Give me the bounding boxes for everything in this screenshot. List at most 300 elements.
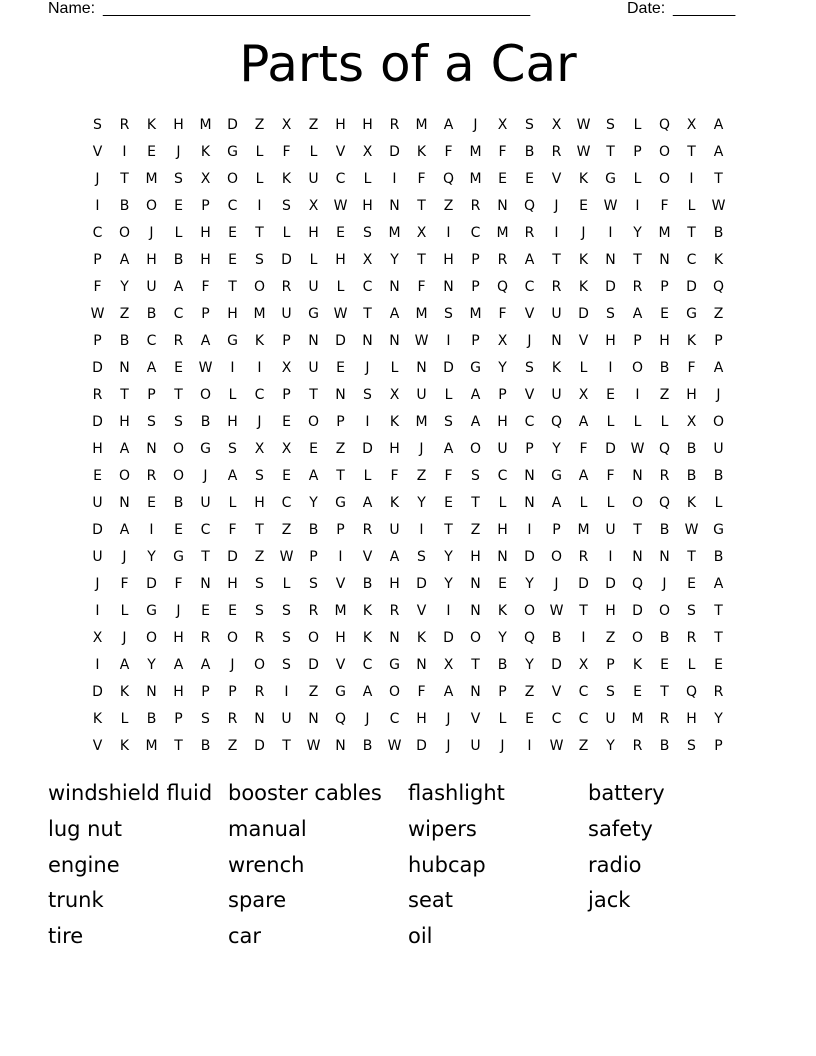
grid-letter: U [605, 710, 616, 727]
grid-letter: W [333, 305, 348, 322]
grid-letter: C [551, 710, 562, 727]
grid-letter: X [578, 656, 589, 673]
grid-letter: D [92, 521, 103, 538]
grid-letter: B [173, 251, 184, 268]
grid-letter: L [444, 386, 453, 403]
grid-letter: O [631, 629, 644, 646]
grid-letter: S [282, 197, 291, 214]
grid-letter: H [605, 602, 616, 619]
grid-letter: O [199, 386, 212, 403]
word-bank-item: booster cables [228, 781, 382, 805]
grid-letter: K [578, 278, 589, 295]
grid-letter: Z [713, 305, 724, 322]
grid-letter: S [255, 251, 264, 268]
grid-letter: P [147, 386, 156, 403]
grid-letter: P [93, 332, 102, 349]
grid-letter: O [226, 170, 239, 187]
grid-letter: T [687, 224, 696, 241]
grid-letter: T [471, 656, 480, 673]
word-bank-item: safety [588, 816, 653, 841]
grid-letter: I [581, 629, 586, 646]
grid-letter: S [309, 575, 318, 592]
grid-letter: I [230, 359, 235, 376]
grid-letter: S [606, 305, 615, 322]
grid-letter: O [550, 548, 563, 565]
grid-letter: I [608, 548, 613, 565]
grid-letter: N [632, 548, 643, 565]
grid-letter: K [632, 656, 643, 673]
grid-letter: B [659, 737, 670, 754]
grid-letter: L [633, 116, 642, 133]
grid-letter: Q [334, 710, 347, 727]
grid-letter: W [576, 143, 591, 160]
grid-letter: C [362, 656, 373, 673]
grid-letter: B [713, 224, 724, 241]
grid-letter: K [119, 737, 130, 754]
grid-letter: X [686, 413, 697, 430]
grid-letter: J [581, 224, 586, 241]
grid-letter: S [174, 170, 183, 187]
grid-letter: T [444, 521, 453, 538]
grid-letter: I [527, 737, 532, 754]
grid-letter: B [146, 305, 157, 322]
grid-letter: P [93, 251, 102, 268]
grid-letter: H [497, 413, 508, 430]
grid-letter: N [470, 683, 481, 700]
grid-letter: E [228, 224, 237, 241]
grid-letter: W [630, 440, 645, 457]
grid-letter: S [687, 602, 696, 619]
grid-letter: I [419, 521, 424, 538]
grid-letter: F [498, 143, 507, 160]
grid-letter: K [362, 629, 373, 646]
grid-letter: N [524, 467, 535, 484]
grid-letter: L [309, 143, 318, 160]
grid-letter: O [523, 602, 536, 619]
grid-letter: M [469, 143, 482, 160]
grid-letter: E [687, 575, 696, 592]
word-bank-item: battery [588, 781, 665, 805]
grid-letter: D [605, 440, 616, 457]
grid-letter: M [253, 305, 266, 322]
grid-letter: P [471, 278, 480, 295]
grid-letter: E [282, 413, 291, 430]
grid-letter: N [659, 548, 670, 565]
grid-letter: Z [659, 386, 670, 403]
grid-letter: H [362, 197, 373, 214]
grid-letter: P [336, 413, 345, 430]
grid-letter: L [174, 224, 183, 241]
grid-letter: A [470, 413, 481, 430]
grid-letter: N [524, 494, 535, 511]
grid-letter: G [605, 170, 616, 187]
grid-letter: Q [712, 278, 725, 295]
grid-letter: O [658, 143, 671, 160]
word-bank-item: lug nut [48, 816, 123, 841]
word-bank-item: car [228, 924, 262, 949]
grid-letter: G [146, 602, 157, 619]
grid-letter: Q [658, 116, 671, 133]
grid-letter: X [308, 197, 319, 214]
grid-letter: E [174, 521, 183, 538]
grid-letter: E [633, 683, 642, 700]
grid-letter: H [389, 440, 400, 457]
grid-letter: T [363, 305, 372, 322]
grid-letter: L [363, 467, 372, 484]
grid-letter: F [606, 467, 615, 484]
grid-letter: R [497, 251, 508, 268]
grid-letter: T [201, 548, 210, 565]
grid-letter: R [119, 116, 130, 133]
grid-letter: E [93, 467, 102, 484]
grid-letter: A [119, 521, 130, 538]
grid-letter: H [362, 116, 373, 133]
grid-letter: J [716, 386, 721, 403]
grid-letter: Q [685, 683, 698, 700]
grid-letter: J [527, 332, 532, 349]
grid-letter: M [388, 224, 401, 241]
grid-letter: I [365, 413, 370, 430]
grid-letter: D [416, 575, 427, 592]
grid-letter: V [335, 143, 346, 160]
grid-letter: R [632, 278, 643, 295]
grid-letter: J [95, 170, 100, 187]
grid-letter: M [415, 116, 428, 133]
grid-letter: B [173, 494, 184, 511]
grid-letter: U [308, 359, 319, 376]
grid-letter: J [446, 737, 451, 754]
grid-letter: D [416, 737, 427, 754]
grid-letter: U [389, 521, 400, 538]
grid-letter: S [363, 386, 372, 403]
grid-letter: A [119, 656, 130, 673]
grid-letter: M [658, 224, 671, 241]
grid-letter: V [578, 332, 589, 349]
grid-letter: J [500, 737, 505, 754]
grid-letter: J [446, 710, 451, 727]
grid-letter: L [714, 494, 723, 511]
grid-letter: S [606, 116, 615, 133]
grid-letter: Q [550, 413, 563, 430]
grid-letter: J [365, 359, 370, 376]
date-field-line: _______ [673, 0, 736, 17]
grid-letter: H [335, 629, 346, 646]
grid-letter: N [146, 440, 157, 457]
grid-letter: Y [309, 494, 318, 511]
grid-letter: L [579, 359, 588, 376]
grid-letter: Z [335, 440, 346, 457]
grid-letter: E [336, 224, 345, 241]
grid-letter: C [389, 710, 400, 727]
grid-letter: P [660, 278, 669, 295]
grid-letter: O [307, 629, 320, 646]
grid-letter: H [200, 224, 211, 241]
grid-letter: Z [443, 197, 454, 214]
grid-letter: S [174, 413, 183, 430]
grid-letter: P [201, 305, 210, 322]
grid-letter: G [200, 440, 211, 457]
word-bank-item: oil [408, 924, 433, 949]
grid-letter: I [257, 197, 262, 214]
grid-letter: L [687, 197, 696, 214]
grid-letter: P [336, 521, 345, 538]
grid-letter: I [446, 224, 451, 241]
grid-letter: T [417, 251, 426, 268]
grid-letter: F [390, 467, 399, 484]
grid-letter: D [362, 440, 373, 457]
grid-letter: H [92, 440, 103, 457]
grid-letter: P [228, 683, 237, 700]
grid-letter: Y [525, 656, 534, 673]
grid-letter: G [173, 548, 184, 565]
grid-letter: U [470, 737, 481, 754]
grid-letter: E [525, 170, 534, 187]
grid-letter: D [281, 251, 292, 268]
grid-letter: J [554, 197, 559, 214]
grid-letter: Z [227, 737, 238, 754]
grid-letter: O [388, 683, 401, 700]
grid-letter: U [281, 305, 292, 322]
grid-letter: Y [147, 656, 156, 673]
grid-letter: D [443, 629, 454, 646]
grid-letter: Z [281, 521, 292, 538]
grid-letter: H [227, 305, 238, 322]
grid-letter: N [119, 359, 130, 376]
grid-letter: S [255, 467, 264, 484]
grid-letter: F [417, 683, 426, 700]
grid-letter: W [333, 197, 348, 214]
grid-letter: W [549, 602, 564, 619]
grid-letter: A [119, 440, 130, 457]
grid-letter: I [608, 359, 613, 376]
grid-letter: B [686, 440, 697, 457]
word-bank-item: radio [588, 852, 642, 877]
grid-letter: H [470, 548, 481, 565]
grid-letter: N [308, 332, 319, 349]
grid-letter: L [282, 575, 291, 592]
grid-letter: X [497, 116, 508, 133]
grid-letter: I [257, 359, 262, 376]
grid-letter: P [714, 737, 723, 754]
grid-letter: J [257, 413, 262, 430]
date-label: Date: [627, 0, 666, 17]
grid-letter: N [389, 278, 400, 295]
grid-letter: M [199, 116, 212, 133]
grid-letter: J [365, 710, 370, 727]
grid-letter: V [551, 683, 562, 700]
grid-letter: C [146, 332, 157, 349]
grid-letter: C [578, 683, 589, 700]
grid-letter: O [172, 440, 185, 457]
header-row [48, 0, 748, 20]
grid-letter: J [662, 575, 667, 592]
grid-letter: L [228, 386, 237, 403]
grid-letter: I [635, 197, 640, 214]
grid-letter: N [659, 251, 670, 268]
grid-letter: K [362, 602, 373, 619]
grid-letter: X [200, 170, 211, 187]
grid-letter: T [606, 143, 615, 160]
grid-letter: I [392, 170, 397, 187]
grid-letter: B [524, 143, 535, 160]
grid-letter: J [122, 548, 127, 565]
grid-letter: P [525, 440, 534, 457]
grid-letter: K [389, 494, 400, 511]
grid-letter: R [713, 683, 724, 700]
word-bank-item: manual [228, 816, 307, 841]
grid-letter: Y [120, 278, 129, 295]
grid-letter: L [390, 359, 399, 376]
grid-letter: A [389, 305, 400, 322]
grid-letter: X [551, 116, 562, 133]
word-bank-item: windshield fluid [48, 781, 213, 805]
grid-letter: S [201, 710, 210, 727]
grid-letter: X [281, 359, 292, 376]
grid-letter: T [120, 170, 129, 187]
grid-letter: Q [631, 575, 644, 592]
grid-letter: A [443, 683, 454, 700]
grid-letter: D [605, 575, 616, 592]
grid-letter: R [686, 629, 697, 646]
grid-letter: C [470, 224, 481, 241]
grid-letter: B [659, 521, 670, 538]
grid-letter: V [524, 386, 535, 403]
grid-letter: T [714, 602, 723, 619]
grid-letter: M [145, 737, 158, 754]
grid-letter: X [497, 332, 508, 349]
grid-letter: J [203, 467, 208, 484]
grid-letter: U [416, 386, 427, 403]
grid-letter: G [227, 143, 238, 160]
grid-letter: L [606, 413, 615, 430]
grid-letter: W [306, 737, 321, 754]
grid-letter: K [416, 143, 427, 160]
grid-letter: R [389, 116, 400, 133]
grid-letter: R [578, 548, 589, 565]
grid-letter: A [227, 467, 238, 484]
grid-letter: N [362, 332, 373, 349]
grid-letter: U [551, 305, 562, 322]
grid-letter: Z [605, 629, 616, 646]
grid-letter: P [471, 251, 480, 268]
grid-letter: X [362, 143, 373, 160]
grid-letter: T [228, 278, 237, 295]
word-bank-item: wrench [228, 852, 305, 877]
grid-letter: J [95, 575, 100, 592]
grid-letter: Y [714, 710, 723, 727]
grid-letter: M [415, 305, 428, 322]
word-bank-item: wipers [408, 816, 477, 841]
grid-letter: I [95, 197, 100, 214]
grid-letter: G [470, 359, 481, 376]
grid-letter: N [119, 494, 130, 511]
grid-letter: D [227, 116, 238, 133]
grid-letter: L [498, 710, 507, 727]
grid-letter: R [659, 467, 670, 484]
grid-letter: H [443, 251, 454, 268]
grid-letter: R [227, 710, 238, 727]
grid-letter: E [282, 467, 291, 484]
grid-letter: O [469, 629, 482, 646]
word-bank-item: trunk [48, 888, 104, 913]
grid-letter: A [119, 251, 130, 268]
grid-letter: F [444, 467, 453, 484]
grid-letter: E [228, 251, 237, 268]
grid-letter: N [470, 575, 481, 592]
grid-letter: C [497, 467, 508, 484]
grid-letter: B [659, 629, 670, 646]
grid-letter: N [497, 548, 508, 565]
grid-letter: O [658, 602, 671, 619]
grid-letter: C [281, 494, 292, 511]
grid-letter: X [362, 251, 373, 268]
grid-letter: Q [658, 440, 671, 457]
grid-letter: B [308, 521, 319, 538]
grid-letter: E [660, 305, 669, 322]
grid-letter: I [149, 521, 154, 538]
grid-letter: M [577, 521, 590, 538]
grid-letter: P [282, 332, 291, 349]
grid-letter: O [307, 413, 320, 430]
word-bank-item: engine [48, 852, 120, 877]
grid-letter: N [497, 197, 508, 214]
grid-letter: L [660, 413, 669, 430]
grid-letter: Q [523, 197, 536, 214]
grid-letter: S [282, 629, 291, 646]
grid-letter: D [578, 575, 589, 592]
grid-letter: P [552, 521, 561, 538]
grid-letter: N [389, 332, 400, 349]
grid-letter: V [362, 548, 373, 565]
grid-letter: Q [496, 278, 509, 295]
grid-letter: F [174, 575, 183, 592]
grid-letter: G [335, 683, 346, 700]
grid-letter: U [605, 521, 616, 538]
grid-letter: A [362, 494, 373, 511]
grid-letter: C [524, 413, 535, 430]
grid-letter: T [255, 224, 264, 241]
grid-letter: K [686, 332, 697, 349]
grid-letter: E [336, 359, 345, 376]
grid-letter: A [173, 656, 184, 673]
grid-letter: E [498, 575, 507, 592]
grid-letter: H [200, 251, 211, 268]
grid-letter: N [443, 278, 454, 295]
grid-letter: A [551, 494, 562, 511]
grid-letter: R [92, 386, 103, 403]
grid-letter: A [578, 413, 589, 430]
word-bank-item: tire [48, 924, 84, 949]
grid-letter: L [687, 656, 696, 673]
grid-letter: G [713, 521, 724, 538]
grid-letter: D [605, 278, 616, 295]
grid-letter: B [119, 197, 130, 214]
grid-letter: P [282, 386, 291, 403]
grid-letter: N [335, 737, 346, 754]
grid-letter: Z [119, 305, 130, 322]
grid-letter: V [92, 143, 103, 160]
grid-letter: X [578, 386, 589, 403]
grid-letter: Q [523, 629, 536, 646]
grid-letter: V [416, 602, 427, 619]
grid-letter: R [200, 629, 211, 646]
grid-letter: P [201, 683, 210, 700]
grid-letter: A [524, 251, 535, 268]
grid-letter: G [308, 305, 319, 322]
grid-letter: L [255, 143, 264, 160]
grid-letter: Y [498, 359, 507, 376]
grid-letter: Z [254, 548, 265, 565]
